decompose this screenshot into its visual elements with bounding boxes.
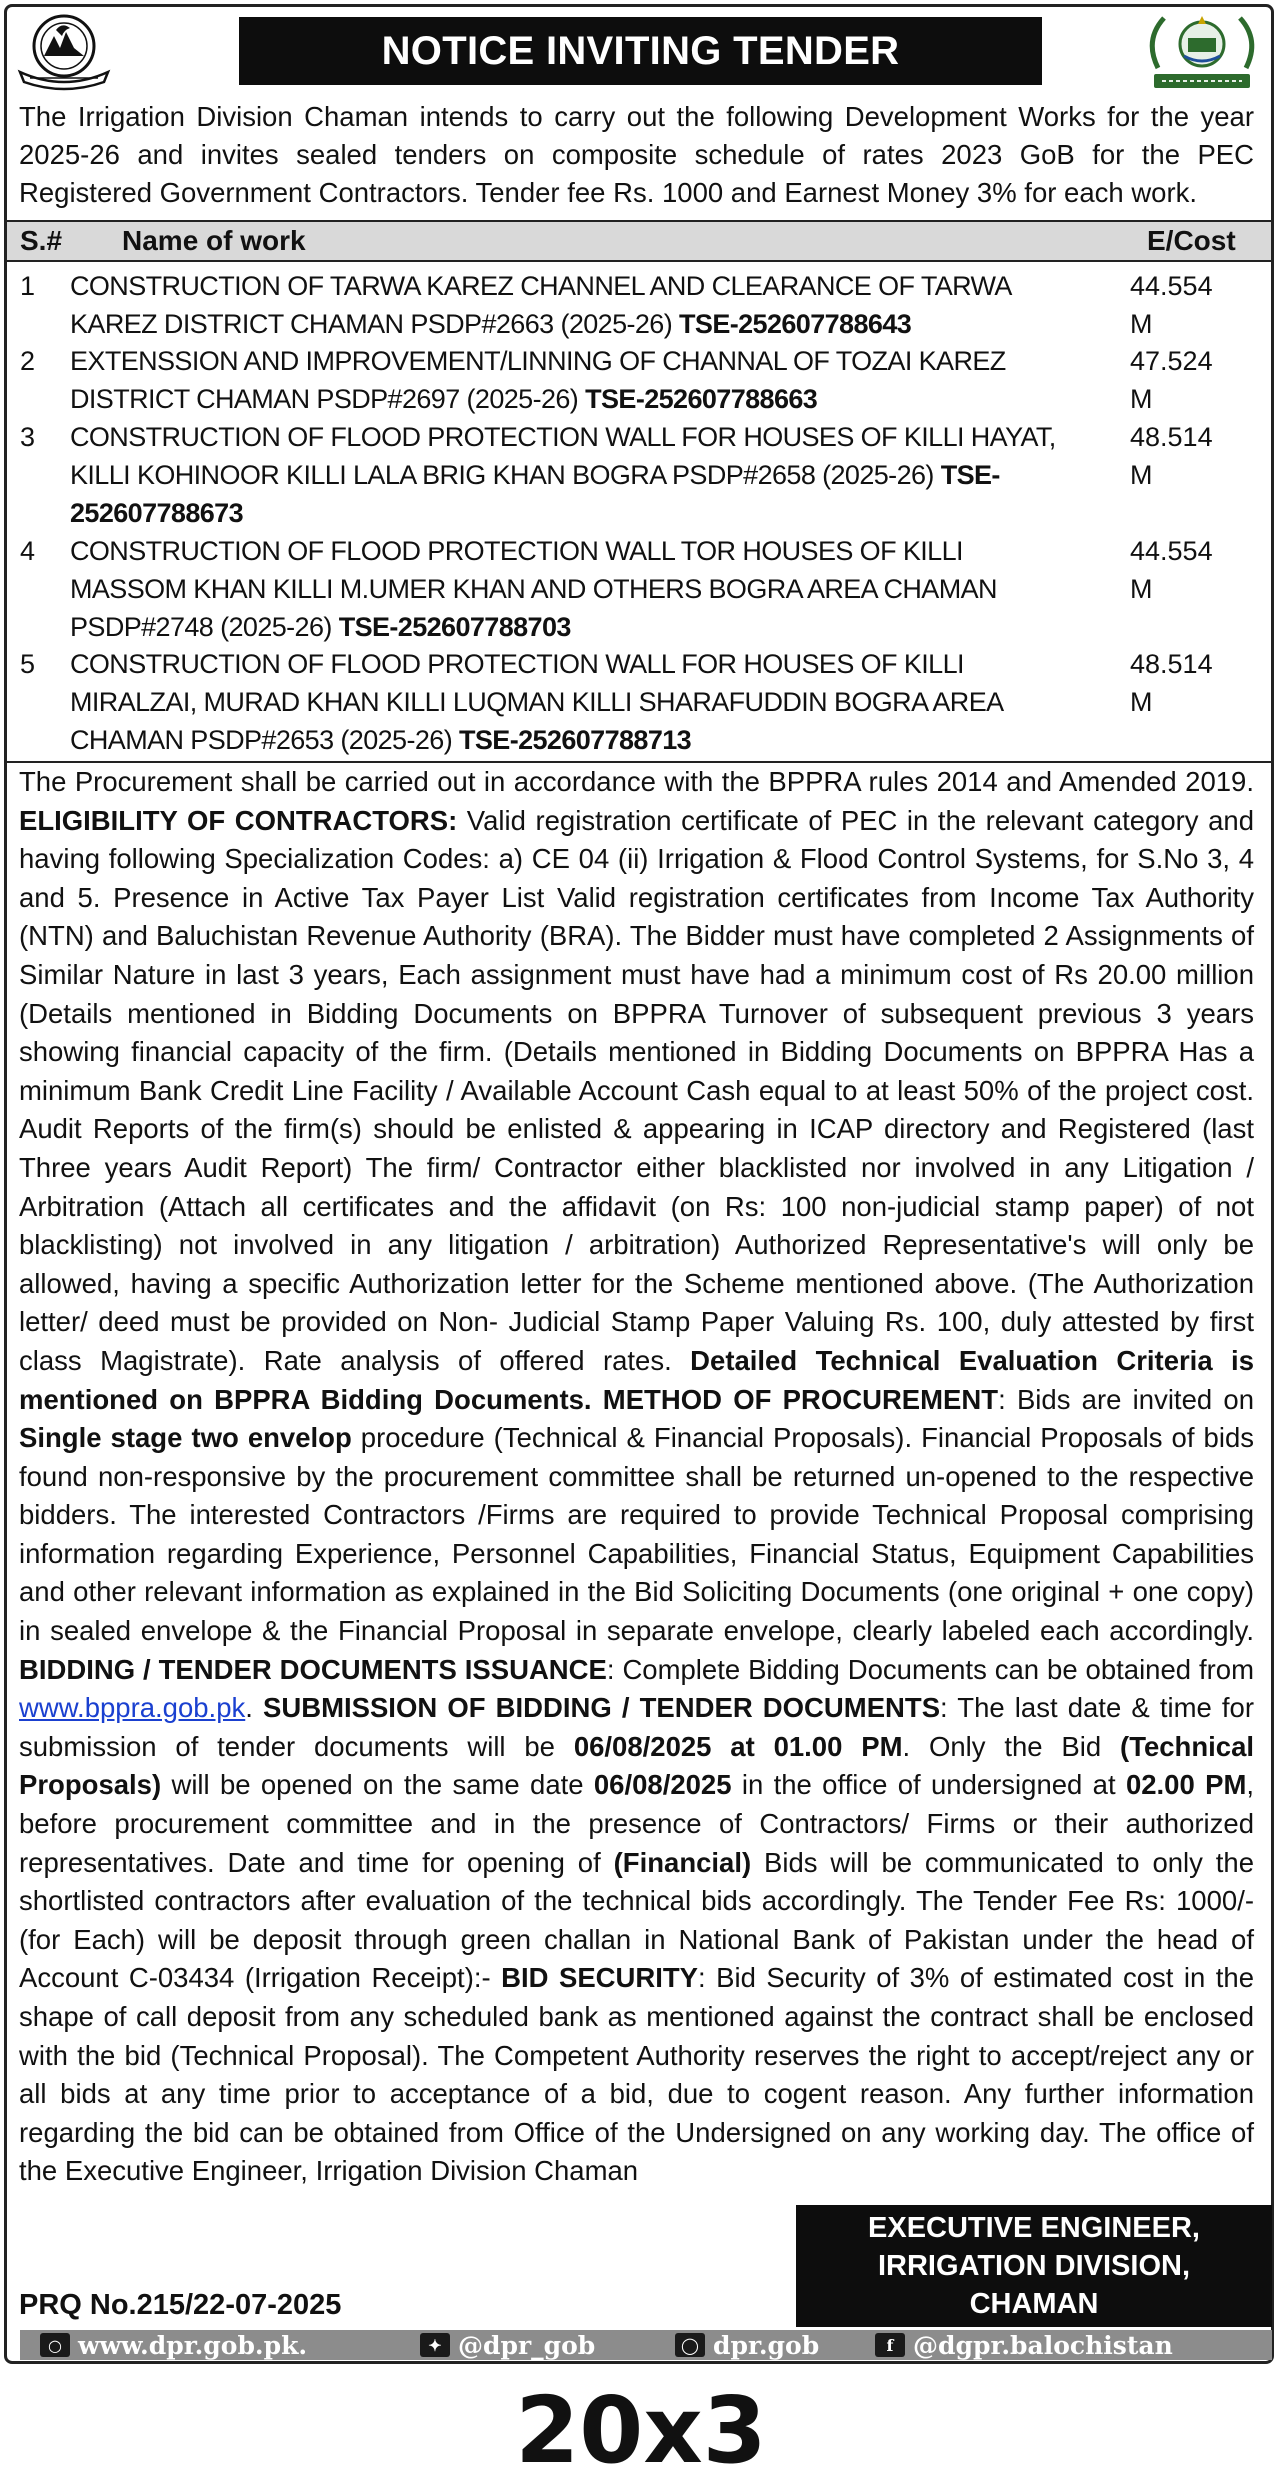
signature-title: EXECUTIVE ENGINEER,: [868, 2212, 1200, 2244]
column-header-name: Name of work: [122, 225, 306, 256]
footer-twitter[interactable]: ✦ @dpr_gob: [420, 2330, 595, 2360]
column-header-sno: S.#: [20, 225, 63, 256]
submission-deadline: 06/08/2025 at 01.00 PM: [573, 1730, 903, 1762]
balochistan-emblem-logo: [14, 10, 114, 94]
work-name: CONSTRUCTION OF FLOOD PROTECTION WALL FOR HOUSES OF KILLI MIRALZAI, MURAD KHAN KILLI LUQMAN KILLI SHARAFUDDIN BOGRA AREA CHAMAN PSDP#2653 (2025-26) TSE-252607788713: [70, 649, 1003, 755]
work-name: CONSTRUCTION OF TARWA KAREZ CHANNEL AND CLEARANCE OF TARWA KAREZ DISTRICT CHAMAN PSDP#2663 (2025-26) TSE-252607788643: [70, 271, 1011, 339]
column-header-cost: E/Cost: [1147, 225, 1236, 256]
prq-number: PRQ No.215/22-07-2025: [19, 2289, 342, 2321]
issuance-heading: BIDDING / TENDER DOCUMENTS ISSUANCE: [19, 1653, 607, 1685]
estimated-cost: 44.554 M: [1130, 271, 1213, 339]
twitter-icon: ✦: [420, 2333, 450, 2357]
divider: [7, 260, 1271, 262]
irrigation-department-logo: [1140, 8, 1264, 96]
tender-id: TSE-252607788643: [679, 309, 912, 339]
facebook-icon: f: [875, 2333, 905, 2357]
row-number: 4: [20, 536, 36, 566]
globe-icon: ○: [40, 2333, 70, 2357]
table-header: [7, 222, 1271, 260]
tender-id: TSE-252607788713: [459, 725, 692, 755]
opening-time: 02.00 PM: [1125, 1769, 1247, 1801]
row-number: 5: [20, 649, 36, 679]
opening-date: 06/08/2025: [593, 1769, 732, 1801]
signature-location: CHAMAN: [969, 2288, 1099, 2320]
tender-id: TSE-252607788663: [585, 384, 818, 414]
notice-title: NOTICE INVITING TENDER: [239, 17, 1042, 85]
work-name: EXTENSSION AND IMPROVEMENT/LINNING OF CHANNAL OF TOZAI KAREZ DISTRICT CHAMAN PSDP#2697 (2025-26) TSE-252607788663: [70, 346, 1006, 414]
instagram-icon: ◯: [675, 2333, 705, 2357]
work-name: CONSTRUCTION OF FLOOD PROTECTION WALL TOR HOUSES OF KILLI MASSOM KHAN KILLI M.UMER KHAN AND OTHERS BOGRA AREA CHAMAN PSDP#2748 (2025-26) TSE-252607788703: [70, 536, 997, 642]
estimated-cost: 48.514 M: [1130, 649, 1213, 717]
ad-size-label: 20x3: [515, 2377, 767, 2484]
signature-division: IRRIGATION DIVISION,: [877, 2250, 1191, 2282]
bid-security-heading: BID SECURITY: [501, 1962, 699, 1994]
row-number: 2: [20, 346, 36, 376]
bppra-website-link[interactable]: www.bppra.gob.pk: [19, 1692, 246, 1724]
tender-id: TSE-252607788673: [70, 460, 1000, 528]
evaluation-criteria-heading: Detailed Technical Evaluation Criteria is mentioned on BPPRA Bidding Documents. METHOD OF PROCUREMENT: [19, 1344, 1254, 1415]
intro-paragraph: The Irrigation Division Chaman intends to carry out the following Development Works for the year 2025-26 and invites sealed tenders on composite schedule of rates 2023 GoB for the PEC Registered Government Contractors. Tender fee Rs. 1000 and Earnest Money 3% for each work.: [19, 101, 1254, 208]
row-number: 3: [20, 422, 36, 452]
work-name: CONSTRUCTION OF FLOOD PROTECTION WALL FOR HOUSES OF KILLI HAYAT, KILLI KOHINOOR KILLI LALA BRIG KHAN BOGRA PSDP#2658 (2025-26) TSE-252607788673: [70, 422, 1056, 528]
submission-heading: SUBMISSION OF BIDDING / TENDER DOCUMENTS: [263, 1692, 941, 1724]
footer-instagram[interactable]: ◯ dpr.gob: [675, 2330, 819, 2360]
footer-facebook[interactable]: f @dgpr.balochistan: [875, 2330, 1173, 2360]
footer-bar: [20, 2330, 1272, 2360]
estimated-cost: 48.514 M: [1130, 422, 1213, 490]
footer-website[interactable]: ○ www.dpr.gob.pk.: [40, 2330, 307, 2360]
tender-conditions-text: The Procurement shall be carried out in accordance with the BPPRA rules 2014 and Amended 2019. ELIGIBILITY OF CONTRACTORS: Valid registration certificate of PEC in the relevant category and having following Specialization Codes: a) CE 04 (ii) Irrigation & Flood Control Systems, for S.No 3, 4 and 5. Presence in Active Tax Payer List Valid registration certificates from Income Tax Authority (NTN) and Baluchistan Revenue Authority (BRA). The Bidder must have completed 2 Assignments of Similar Nature in last 3 years, Each assignment must have had a minimum cost of Rs 20.00 million (Details mentioned in Bidding Documents on BPPRA Turnover of subsequent previous 3 years showing financial capacity of the firm. (Details mentioned in Bidding Documents on BPPRA Has a minimum Bank Credit Line Facility / Available Account Cash equal to at least 50% of the project cost. Audit Reports of the firm(s) should be enlisted & appearing in ICAP directory and Registered (last Three years Audit Report) The firm/ Contractor either blacklisted nor involved in any Litigation / Arbitration (Attach all certificates and the affidavit (on Rs: 100 non-judicial stamp paper) of not blacklisting) not involved in any litigation / arbitration) Authorized Representative's will only be allowed, having a specific Authorization letter for the Scheme mentioned above. (The Authorization letter/ deed must be provided on Non- Judicial Stamp Paper Valuing Rs. 100, duly attested by first class Magistrate). Rate analysis of offered rates. Detailed Technical Evaluation Criteria is mentioned on BPPRA Bidding Documents. METHOD OF PROCUREMENT: Bids are invited on Single stage two envelop procedure (Technical & Financial Proposals). Financial Proposals of bids found non-responsive by the procurement committee shall be returned un-opened to the respective bidders. The interested Contractors /Firms are required to provide Technical Proposal comprising information regarding Experience, Personnel Capabilities, Financial Status, Equipment Capabilities and other relevant information as explained in the Bid Soliciting Documents (one original + one copy) in sealed envelope & the Financial Proposal in separate envelope, clearly labeled each accordingly. BIDDING / TENDER DOCUMENTS ISSUANCE: Complete Bidding Documents can be obtained from www.bppra.gob.pk. SUBMISSION OF BIDDING / TENDER DOCUMENTS: The last date & time for submission of tender documents will be 06/08/2025 at 01.00 PM. Only the Bid (Technical Proposals) will be opened on the same date 06/08/2025 in the office of undersigned at 02.00 PM, before procurement committee and in the presence of Contractors/ Firms or their authorized representatives. Date and time for opening of (Financial) Bids will be communicated to only the shortlisted contractors after evaluation of the technical bids accordingly. The Tender Fee Rs: 1000/- (for Each) will be deposit through green challan in National Bank of Pakistan under the head of Account C-03434 (Irrigation Receipt):- BID SECURITY: Bid Security of 3% of estimated cost in the shape of call deposit from any scheduled bank as mentioned against the contract shall be enclosed with the bid (Technical Proposal). The Competent Authority reserves the right to accept/reject any or all bids at any time prior to acceptance of a bid, due to cogent reason. Any further information regarding the bid can be obtained from Office of the Undersigned on any working day. The office of the Executive Engineer, Irrigation Division Chaman: [19, 766, 1255, 2187]
signature-block: [796, 2205, 1272, 2327]
estimated-cost: 44.554 M: [1130, 536, 1213, 604]
row-number: 1: [20, 271, 36, 301]
estimated-cost: 47.524 M: [1130, 346, 1213, 414]
tender-id: TSE-252607788703: [338, 612, 571, 642]
eligibility-heading: ELIGIBILITY OF CONTRACTORS:: [19, 804, 458, 836]
